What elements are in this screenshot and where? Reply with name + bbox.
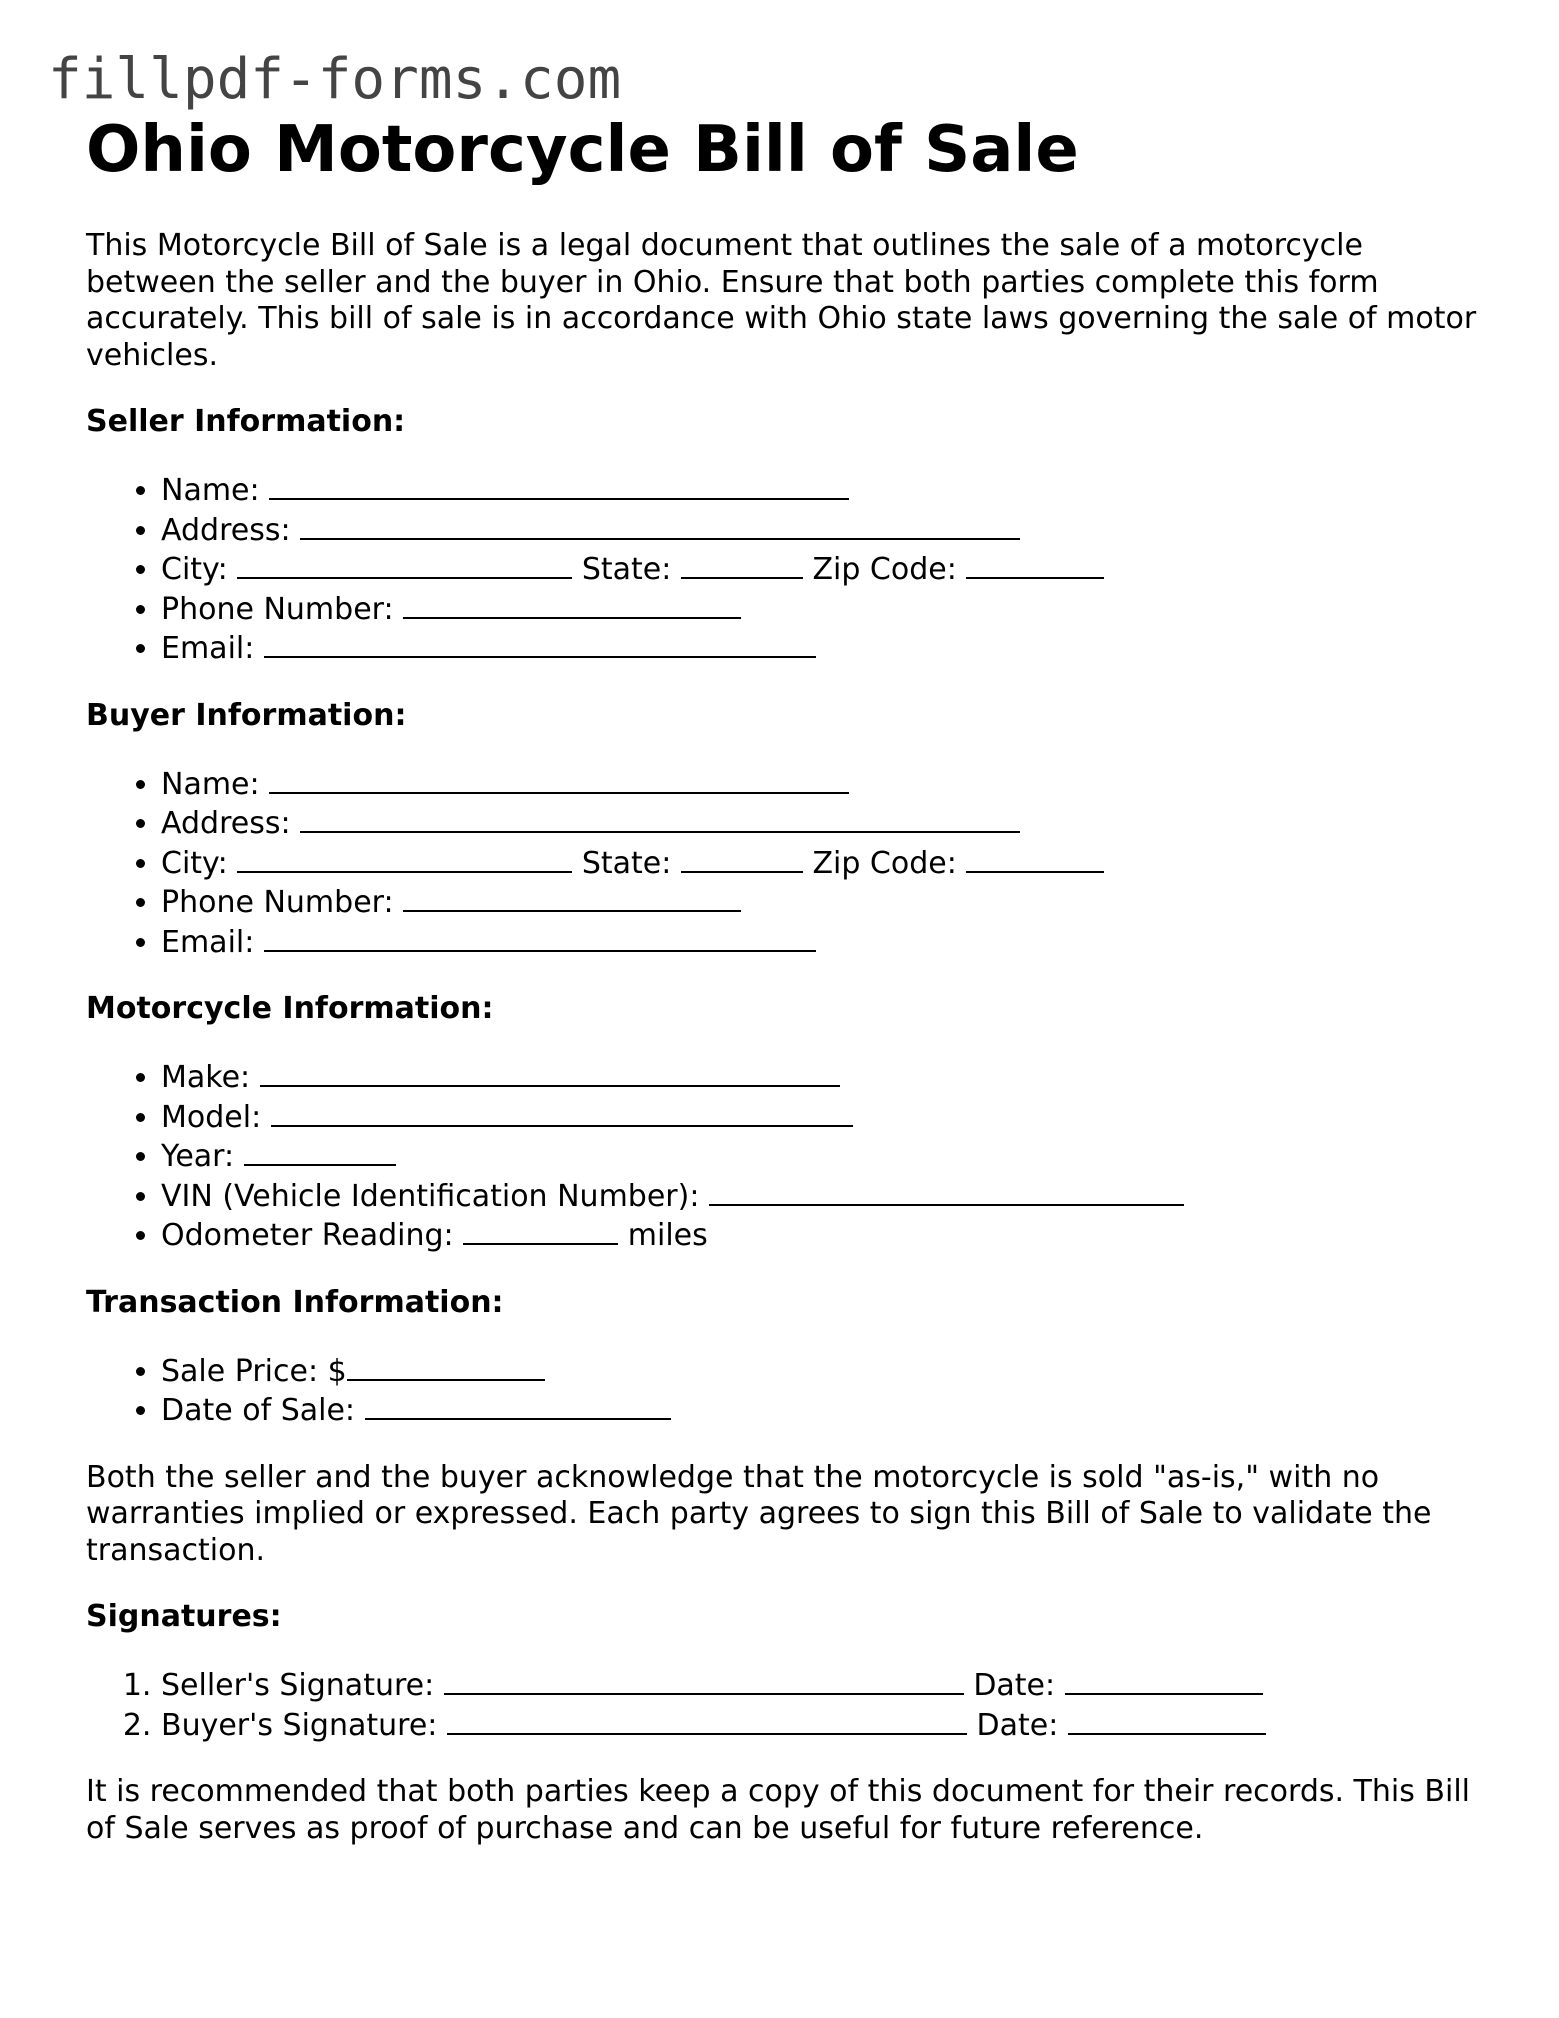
seller-name-label: Name: (161, 473, 260, 508)
seller-phone-item (161, 589, 1486, 629)
buyer-city-item (161, 843, 1486, 883)
seller-email-label: Email: (161, 631, 255, 666)
seller-signature-date-label: Date: (973, 1668, 1056, 1703)
seller-info-list (86, 470, 1486, 668)
buyer-signature-date-label: Date: (976, 1707, 1059, 1743)
buyer-address-field[interactable] (300, 803, 1020, 833)
signatures-list (86, 1665, 1486, 1744)
seller-email-item (161, 628, 1486, 668)
buyer-city-field[interactable] (237, 843, 572, 873)
acknowledgement-paragraph: Both the seller and the buyer acknowledge that the motorcycle is sold "as-is," with no warranties implied or expressed. Each party agrees to sign this Bill of Sale to validate the transaction. (86, 1459, 1432, 1568)
buyer-info-list (86, 764, 1486, 962)
model-item (161, 1097, 1486, 1137)
seller-address-label: Address: (161, 512, 291, 548)
transaction-info-list (86, 1351, 1486, 1430)
seller-city-label: City: (161, 552, 228, 587)
buyer-heading: Buyer Information: (86, 697, 407, 733)
buyer-address-item (161, 803, 1486, 843)
vin-label: VIN (Vehicle Identification Number): (161, 1178, 700, 1214)
buyer-address-label: Address: (161, 806, 291, 841)
motorcycle-heading: Motorcycle Information: (86, 991, 494, 1026)
motorcycle-info-list (86, 1057, 1486, 1255)
buyer-email-item (161, 922, 1486, 962)
seller-state-label: State: (581, 552, 672, 587)
seller-city-item (161, 549, 1486, 589)
make-field[interactable] (260, 1057, 840, 1087)
closing-paragraph: It is recommended that both parties keep a copy of this document for their records. This Bill of Sale serves as proof of purchase and can be useful for future reference. (86, 1774, 1470, 1846)
signatures-heading: Signatures: (86, 1599, 282, 1634)
buyer-email-label: Email: (161, 924, 255, 960)
sale-price-item (161, 1351, 1486, 1391)
year-label: Year: (161, 1139, 235, 1174)
model-field[interactable] (271, 1097, 853, 1127)
seller-address-item (161, 510, 1486, 550)
seller-phone-label: Phone Number: (161, 591, 394, 627)
seller-heading: Seller Information: (86, 404, 406, 439)
model-label: Model: (161, 1099, 262, 1135)
buyer-zip-field[interactable] (966, 843, 1104, 873)
odometer-item (161, 1215, 1486, 1255)
vin-item (161, 1176, 1486, 1216)
seller-address-field[interactable] (300, 510, 1020, 540)
sale-date-field[interactable] (365, 1390, 671, 1420)
buyer-signature-item (161, 1705, 1486, 1745)
buyer-signature-field[interactable] (447, 1705, 967, 1735)
buyer-name-label: Name: (161, 766, 260, 802)
buyer-state-field[interactable] (681, 843, 803, 873)
sale-price-label: Sale Price: $ (161, 1353, 347, 1389)
transaction-heading: Transaction Information: (86, 1284, 504, 1320)
seller-phone-field[interactable] (403, 589, 741, 619)
make-label: Make: (161, 1060, 251, 1095)
buyer-zip-label: Zip Code: (812, 845, 957, 881)
seller-name-field[interactable] (269, 470, 849, 500)
sale-date-label: Date of Sale: (161, 1393, 356, 1428)
seller-zip-label: Zip Code: (812, 552, 957, 587)
buyer-signature-date-field[interactable] (1068, 1705, 1266, 1735)
seller-email-field[interactable] (264, 628, 816, 658)
buyer-city-label: City: (161, 845, 228, 881)
buyer-name-field[interactable] (269, 764, 849, 794)
make-item (161, 1057, 1486, 1097)
odometer-unit: miles (627, 1218, 708, 1253)
odometer-label: Odometer Reading: (161, 1218, 454, 1253)
seller-zip-field[interactable] (966, 549, 1104, 579)
sale-price-field[interactable] (347, 1351, 545, 1381)
page-title: Ohio Motorcycle Bill of Sale (86, 113, 1079, 187)
buyer-state-label: State: (581, 845, 672, 881)
buyer-phone-field[interactable] (403, 882, 741, 912)
odometer-field[interactable] (463, 1215, 618, 1245)
vin-field[interactable] (709, 1176, 1184, 1206)
seller-state-field[interactable] (681, 549, 803, 579)
sale-date-item (161, 1390, 1486, 1430)
buyer-signature-label: Buyer's Signature: (161, 1707, 438, 1743)
buyer-phone-label: Phone Number: (161, 885, 394, 920)
seller-name-item (161, 470, 1486, 510)
watermark: fillpdf-forms.com (48, 47, 622, 112)
buyer-email-field[interactable] (264, 922, 816, 952)
year-field[interactable] (244, 1136, 396, 1166)
seller-signature-date-field[interactable] (1065, 1665, 1263, 1695)
intro-paragraph: This Motorcycle Bill of Sale is a legal document that outlines the sale of a motorcycle between the seller and the buyer in Ohio. Ensure that both parties complete this form accurately. This bill of sale is in accordance with Ohio state laws governing the sale of motor vehicles. (86, 228, 1477, 373)
seller-signature-item (161, 1665, 1486, 1705)
buyer-name-item (161, 764, 1486, 804)
buyer-phone-item (161, 882, 1486, 922)
year-item (161, 1136, 1486, 1176)
seller-signature-label: Seller's Signature: (161, 1668, 435, 1703)
document-body (86, 108, 1486, 1847)
seller-signature-field[interactable] (444, 1665, 964, 1695)
seller-city-field[interactable] (237, 549, 572, 579)
